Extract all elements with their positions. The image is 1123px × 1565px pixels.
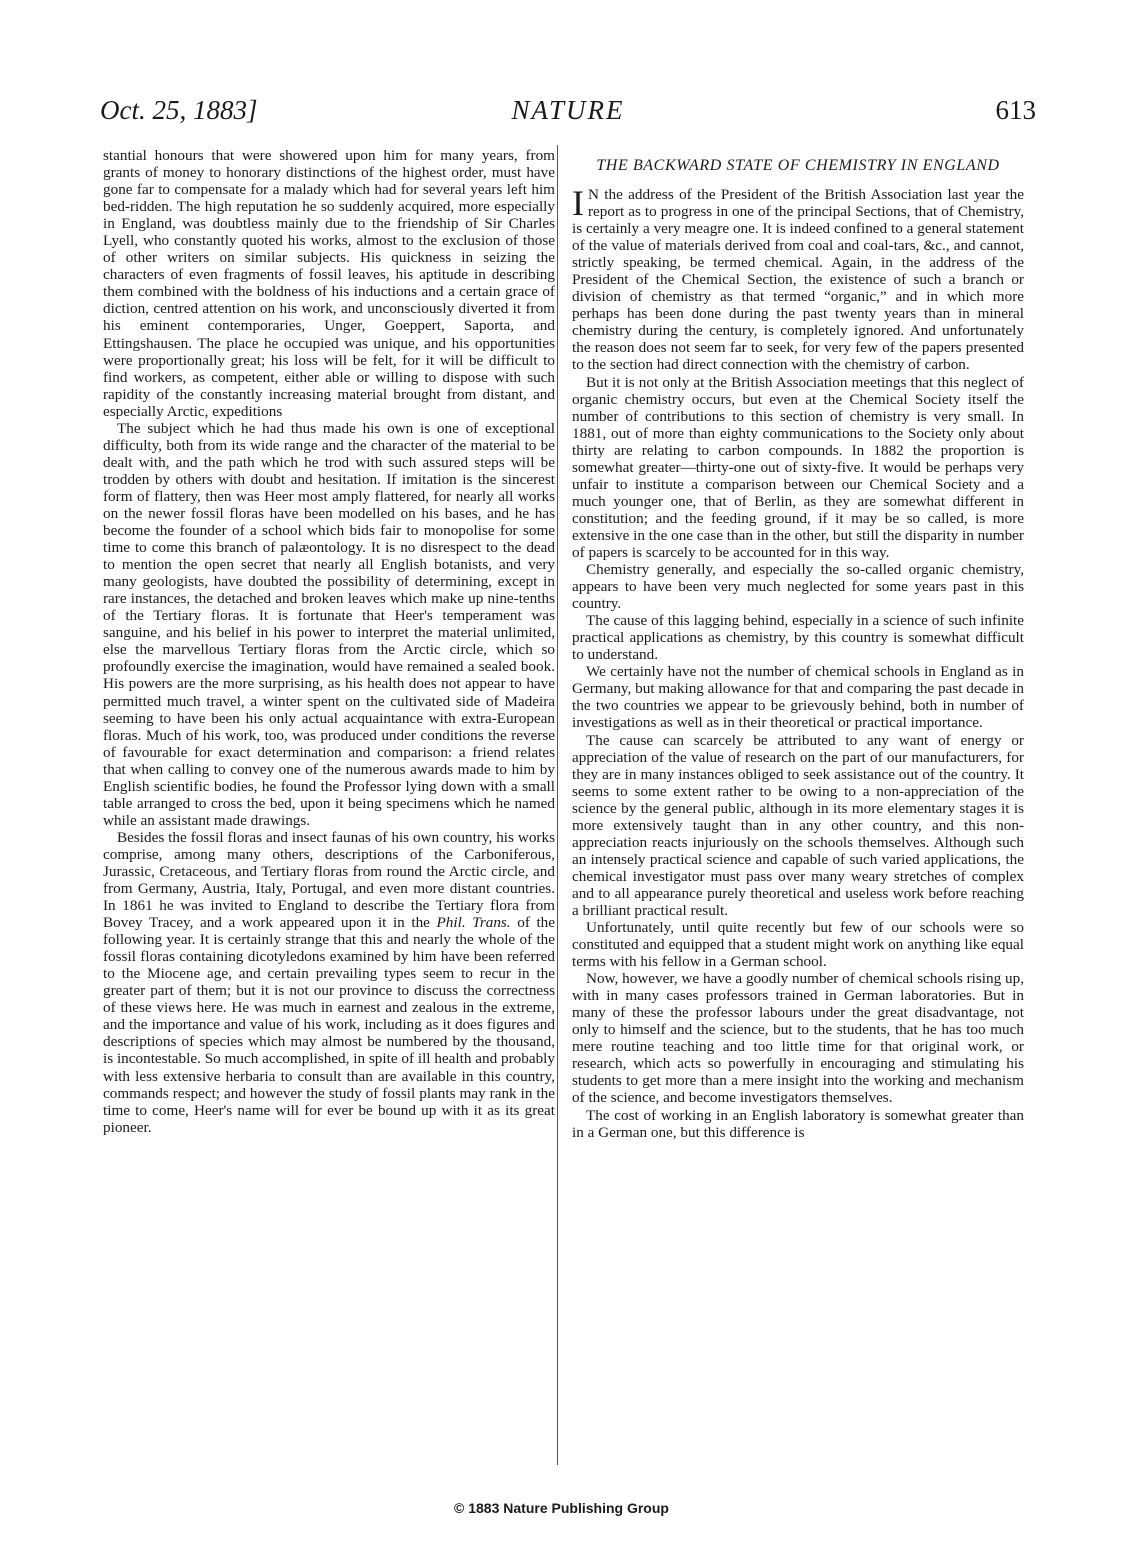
copyright-footer: © 1883 Nature Publishing Group [454,1500,669,1516]
paragraph [572,183,1024,374]
page-number: 613 [995,95,1036,125]
paragraph-text: of the following year. It is certainly strange that this and nearly the whole of the fossil floras containing dicotyledons examined by him have been referred to the Miocene age, and certain prevailing types seem to recur in the greater part of them; but it is not our province to discuss the correctness of these views here. He was much in earnest and zealous in the extreme, and the importance and value of his work, including as it does figures and descriptions of species which may almost be numbered by the thousand, is incontestable. So much accomplished, in spite of ill health and probably with less extensive herbaria to consult than are available in this country, commands respect; and however the study of fossil plants may rank in the time to come, Heer's name will for ever be bound up with it as its great pioneer. [103,914,556,1136]
paragraph: The cost of working in an English laboratory is somewhat greater than in a German one, but this difference is [572,1106,1024,1141]
dropcap-letter: I [572,183,584,223]
left-column [103,147,555,1136]
journal-title: NATURE [511,95,625,125]
paragraph: Unfortunately, until quite recently but few of our schools were so constituted and equipped that a student might work on anything like equal terms with his fellow in a German school. [572,919,1024,971]
paragraph-text: Besides the fossil floras and insect faunas of his own country, his works comprise, among many others, descriptions of the Carboniferous, Jurassic, Cretaceous, and Tertiary floras from round the Arctic circle, and from Germany, Austria, Italy, Portugal, and even more distant countries. In 1861 he was invited to England to describe the Tertiary flora from Bovey Tracey, and a work appeared upon it in the [103,828,555,932]
paragraph-text: N the address of the President of the British Association last year the report as to progress in one of the principal Sections, that of Chemistry, is certainly a very meagre one. It is indeed confined to a general statement of the value of materials derived from coal and coal-tars, &c., and cannot, strictly speaking, be termed chemical. Again, in the address of the President of the Chemical Section, the existence of such a branch or division of chemistry as that termed “organic,” and in which more perhaps has been done during the past twenty years than in mineral chemistry during the century, is completely ignored. And unfortunately the reason does not seem far to seek, for very few of the papers presented to the section had direct connection with the chemistry of carbon. [572,186,1024,374]
paragraph-with-italic [103,829,555,1136]
paragraph: stantial honours that were showered upon him for many years, from grants of money to honorary distinctions of the highest order, must have gone far to compensate for a malady which had for several years left him bed-ridden. The high reputation he so suddenly acquired, more especially in England, was doubtless mainly due to the friendship of Sir Charles Lyell, who constantly quoted his works, almost to the exclusion of those of other writers on similar subjects. His quickness in seizing the characters of even fragments of fossil leaves, his aptitude in describing them combined with the boldness of his inductions and a certain grace of diction, centred attention on his work, and unconsciously diverted it from his eminent contemporaries, Unger, Goeppert, Saporta, and Ettingshausen. The place he occupied was unique, and his opportunities were proportionally great; his loss will be felt, for it will be difficult to find workers, as competent, either able or willing to dispose with such rapidity of the constantly increasing material brought from distant, and especially Arctic, expeditions [103,147,555,420]
column-divider [557,145,558,1465]
paragraph: Chemistry generally, and especially the so-called organic chemistry, appears to have been very much neglected for some years past in this country. [572,561,1024,613]
italic-title: Phil. Trans. [436,914,511,932]
paragraph: The subject which he had thus made his own is one of exceptional difficulty, both from its wide range and the character of the material to be dealt with, and the path which he trod with such assured steps will be trodden by others with doubt and hesitation. If imitation is the sincerest form of flattery, then was Heer most amply flattered, for nearly all works on the newer fossil floras have been modelled on his bases, and he has become the founder of a school which bids fair to monopolise for some time to come this branch of palæontology. It is no disrespect to the dead to mention the open secret that nearly all English botanists, and very many geologists, have doubted the possibility of determining, except in rare instances, the detached and broken leaves which make up nine-tenths of the Tertiary floras. It is fortunate that Heer's temperament was sanguine, and his belief in his power to interpret the material unlimited, else the marvellous Tertiary floras from the Arctic circle, which so profoundly exercise the imagination, would have remained a sealed book. His powers are the more surprising, as his health does not appear to have permitted much travel, a winter spent on the cultivated side of Madeira seeming to have been his only actual acquaintance with extra-European floras. Much of his work, too, was produced under conditions the reverse of favourable for exact determination and comparison: a friend relates that when calling to convey one of the numerous awards made to him by English scientific bodies, he found the Professor lying down with a small table arranged to cross the bed, upon it being specimens which he named while an assistant made drawings. [103,419,555,829]
paragraph: The cause of this lagging behind, especially in a science of such infinite practical applications as chemistry, by this country is somewhat difficult to understand. [572,612,1024,664]
paragraph: But it is not only at the British Association meetings that this neglect of organic chemistry occurs, but even at the Chemical Society itself the number of contributions to this section of chemistry is very small. In 1881, out of more than eighty communications to the Society only about thirty are relating to carbon compounds. In 1882 the proportion is somewhat greater—thirty-one out of sixty-five. It would be perhaps very unfair to institute a comparison between our Chemical Society and a much younger one, that of Berlin, as they are somewhat different in constitution; and the feeding ground, if it may be so called, is more extensive in the one case than in the other, but still the disparity in number of papers is scarcely to be accounted for in this way. [572,373,1024,561]
right-column [572,147,1024,1141]
article-title: THE BACKWARD STATE OF CHEMISTRY IN ENGLAND [596,157,1000,174]
paragraph: Now, however, we have a goodly number of chemical schools rising up, with in many cases professors trained in German laboratories. But in many of these the professor labours under the great disadvantage, not only to himself and the science, but to the students, that he has too much mere routine teaching and too little time for that original work, or research, which acts so powerfully in encouraging and stimulating his students to get more than a mere insight into the working and mechanism of the science, and become investigators themselves. [572,970,1024,1107]
paragraph: The cause can scarcely be attributed to any want of energy or appreciation of the value of research on the part of our manufacturers, for they are in many instances obliged to seek assistance out of the country. It seems to some extent rather to be owing to a non-appreciation of the science by the general public, although in its more elementary stages it is more extensively taught than in any other country, and this non-appreciation reacts injuriously on the schools themselves. Although such an intensely practical science and capable of such varied applications, the chemical investigator must pass over many weary stretches of complex and to all appearance purely theoretical and useless work before reaching a brilliant practical result. [572,731,1024,919]
paragraph: We certainly have not the number of chemical schools in England as in Germany, but making allowance for that and comparing the past decade in the two countries we appear to be grievously behind, both in number of investigations as well as in their theoretical or practical importance. [572,663,1024,732]
running-header [100,95,1036,131]
issue-date: Oct. 25, 1883] [100,95,258,125]
